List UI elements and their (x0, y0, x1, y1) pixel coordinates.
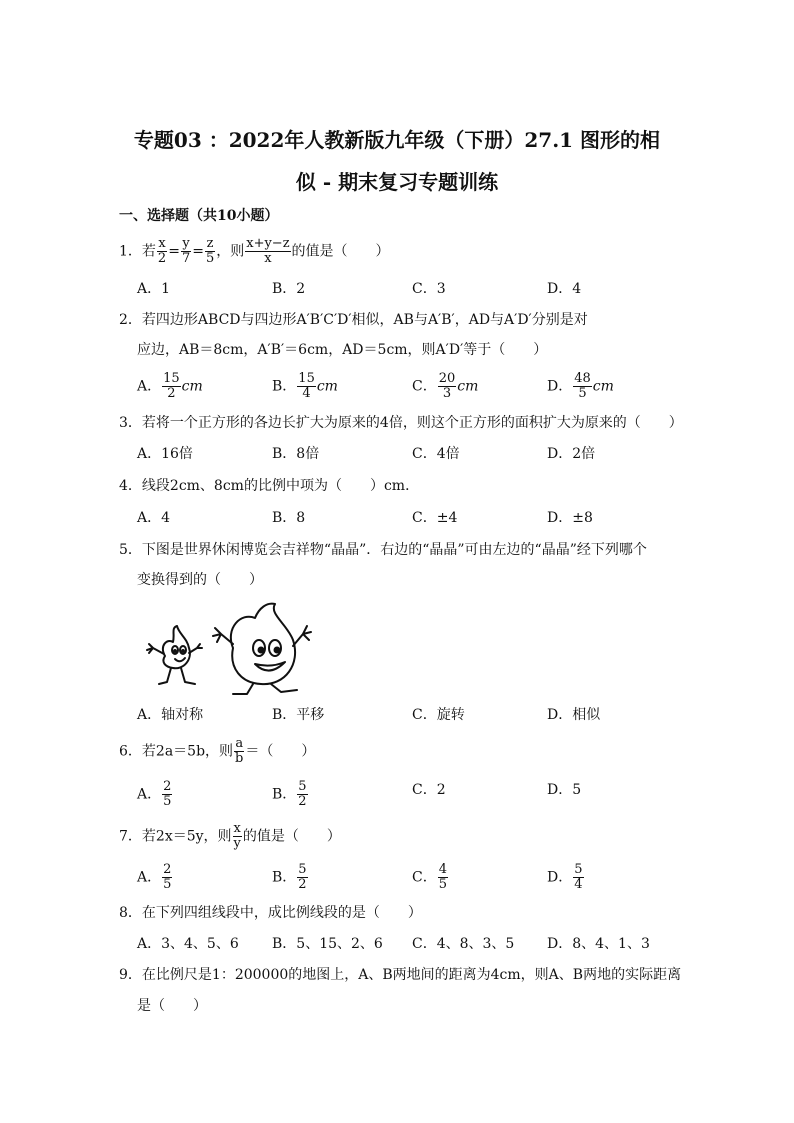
question-5-line1: 5．下图是世界休闲博览会吉祥物“晶晶”．右边的“晶晶”可由左边的“晶晶”经下列哪个 (119, 542, 647, 558)
q7-option-a: A． $\frac{2}{5}$ (137, 862, 172, 892)
q2-option-d: D． $\frac{48}{5}$ cm (547, 371, 614, 401)
question-2-line1: 2．若四边形ABCD与四边形A′B′C′D′相似，AB与A′B′，AD与A′D′分别是对 (119, 312, 588, 328)
q6-option-d: D．5 (547, 782, 582, 798)
question-6: 6．若2a＝5b，则 $\frac{a}{b}$ ＝（ ） (119, 736, 316, 766)
q1-option-d: D．4 (547, 281, 582, 297)
q1-option-c: C．3 (412, 281, 446, 297)
q4-option-b: B．8 (272, 510, 306, 526)
q7-option-d: D． $\frac{5}{4}$ (547, 862, 583, 892)
q2-option-c: C． $\frac{20}{3}$ cm (412, 371, 479, 401)
q3-option-a: A．16倍 (137, 446, 193, 462)
q3-option-c: C．4倍 (412, 446, 460, 462)
question-1: 1．若 $\frac{x}{2}$ = $\frac{y}{7}$ = $\frac{z}{5}$ ，则 $\frac{x+y-z}{x}$ 的值是（ ） (119, 236, 390, 266)
question-8: 8．在下列四组线段中，成比例线段的是（ ） (119, 905, 422, 921)
q8-option-b: B．5、15、2、6 (272, 936, 383, 952)
question-9-line1: 9．在比例尺是1：200000的地图上，A、B两地间的距离为4cm，则A、B两地的实际距离 (119, 967, 682, 983)
q3-option-d: D．2倍 (547, 446, 596, 462)
q5-option-a: A．轴对称 (137, 707, 204, 723)
q8-option-d: D．8、4、1、3 (547, 936, 650, 952)
q7-option-c: C． $\frac{4}{5}$ (412, 862, 447, 892)
q4-option-c: C．±4 (412, 510, 458, 526)
q3-option-b: B．8倍 (272, 446, 320, 462)
question-5-line2: 变换得到的（ ） (137, 572, 263, 588)
q6-option-b: B． $\frac{5}{2}$ (272, 779, 307, 809)
mascot-figure (137, 598, 327, 698)
q1-option-a: A．1 (137, 281, 171, 297)
q6-option-a: A． $\frac{2}{5}$ (137, 779, 172, 809)
q1-option-b: B．2 (272, 281, 306, 297)
q6-option-c: C．2 (412, 782, 446, 798)
question-3: 3．若将一个正方形的各边长扩大为原来的4倍，则这个正方形的面积扩大为原来的（ ） (119, 415, 683, 431)
q4-option-d: D．±8 (547, 510, 593, 526)
q7-option-b: B． $\frac{5}{2}$ (272, 862, 307, 892)
question-4: 4．线段2cm、8cm的比例中项为（ ）cm． (119, 478, 420, 494)
q5-option-d: D．相似 (547, 707, 601, 723)
question-2-line2: 应边，AB＝8cm，A′B′＝6cm，AD＝5cm，则A′D′等于（ ） (137, 342, 548, 358)
q2-option-a: A． $\frac{15}{2}$ cm (137, 371, 203, 401)
small-mascot (147, 626, 202, 684)
q5-option-c: C．旋转 (412, 707, 465, 723)
large-mascot (213, 604, 311, 694)
q5-option-b: B．平移 (272, 707, 325, 723)
page-title-line2: 似 - 期末复习专题训练 (295, 170, 499, 194)
q2-option-b: B． $\frac{15}{4}$ cm (272, 371, 338, 401)
q8-option-c: C．4、8、3、5 (412, 936, 515, 952)
question-9-line2: 是（ ） (137, 998, 207, 1014)
section-heading: 一、选择题（共10小题） (119, 208, 279, 224)
q4-option-a: A．4 (137, 510, 171, 526)
q8-option-a: A．3、4、5、6 (137, 936, 239, 952)
page-title-line1: 专题03 ：2022年人教新版九年级（下册）27.1 图形的相 (133, 128, 661, 152)
question-7: 7．若2x＝5y，则 $\frac{x}{y}$ 的值是（ ） (119, 821, 341, 851)
